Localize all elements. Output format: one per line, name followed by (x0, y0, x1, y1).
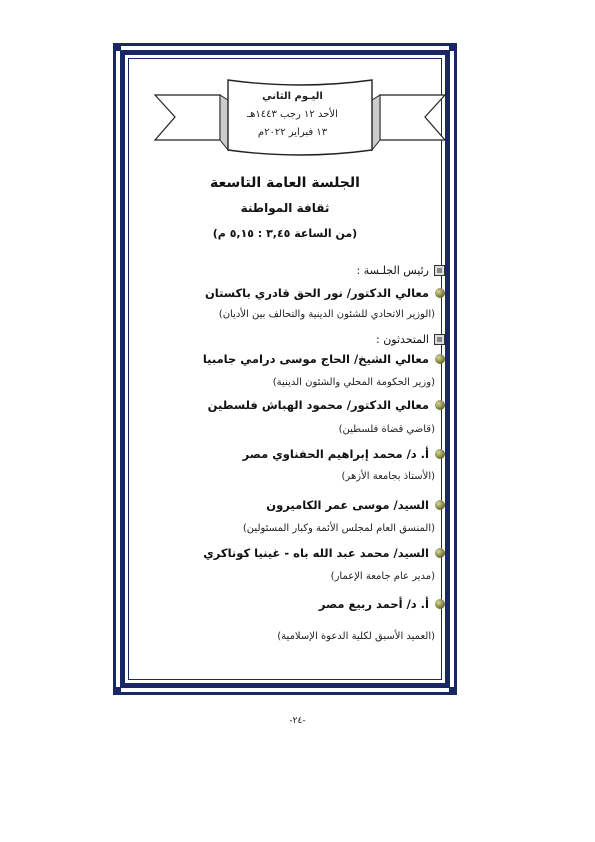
speaker-name-row (266, 498, 445, 512)
round-bullet-icon (435, 400, 445, 410)
round-bullet-icon (435, 288, 445, 298)
speaker-role: (وزير الحكومة المحلي والشئون الدينية) (272, 377, 435, 388)
speaker-role: (الأستاذ بجامعة الأزهر) (341, 471, 435, 482)
session-title: الجلسة العامة التاسعة (210, 175, 360, 191)
hijri-date: الأحد ١٢ رجب ١٤٤٣هـ (247, 109, 338, 120)
frame-corner-ornament (113, 687, 121, 695)
gregorian-date: ١٣ فبراير ٢٠٢٢م (257, 127, 328, 138)
chair-role: (الوزير الاتحادي للشئون الدينية والتحالف بين الأديان) (218, 309, 435, 320)
speaker-role: (العميد الأسبق لكلية الدعوة الإسلامية) (277, 631, 435, 642)
frame-corner-ornament (113, 43, 121, 51)
speakers-label-row (376, 333, 445, 346)
chair-label-row (357, 264, 446, 277)
speaker-role: (مدير عام جامعة الإعمار) (330, 571, 435, 582)
speaker-name: معالي الدكتور/ محمود الهباش فلسطين (207, 398, 429, 412)
chair-name: معالي الدكتور/ نور الحق قادري باكستان (204, 286, 429, 300)
session-subtitle: ثقافة المواطنة (240, 201, 330, 215)
speaker-name: أ. د/ محمد إبراهيم الحفناوي مصر (242, 447, 429, 461)
speaker-name: أ. د/ أحمد ربيع مصر (318, 597, 429, 611)
page-number: -٢٤- (289, 716, 306, 726)
session-heading (135, 175, 435, 247)
round-bullet-icon (435, 449, 445, 459)
chair-label: رئيس الجلـسة : (356, 264, 429, 277)
square-bullet-icon (434, 265, 445, 276)
round-bullet-icon (435, 354, 445, 364)
round-bullet-icon (435, 599, 445, 609)
day-banner-text (225, 88, 360, 150)
speaker-name: معالي الشيخ/ الحاج موسى درامي جامبيا (202, 352, 429, 366)
day-title: اليـوم الثاني (262, 91, 323, 102)
square-bullet-icon (434, 334, 445, 345)
speaker-name-row (203, 352, 445, 366)
speaker-name-row (203, 546, 445, 560)
round-bullet-icon (435, 548, 445, 558)
speaker-role: (المنسق العام لمجلس الأئمة وكبار المسئولين) (242, 523, 435, 534)
speaker-name-row (243, 447, 445, 461)
round-bullet-icon (435, 500, 445, 510)
speaker-role: (قاضي قضاة فلسطين) (338, 424, 435, 435)
speaker-name-row (208, 398, 445, 412)
frame-corner-ornament (449, 687, 457, 695)
session-time: (من الساعة ٣,٤٥ : ٥,١٥ م) (212, 227, 358, 240)
frame-corner-ornament (449, 43, 457, 51)
speakers-label: المتحدثون : (376, 333, 429, 346)
chair-name-row (205, 286, 445, 300)
speaker-name: السيد/ محمد عبد الله باه - غينيا كوناكري (203, 546, 429, 560)
speaker-name: السيد/ موسى عمر الكاميرون (266, 498, 429, 512)
speaker-name-row (319, 597, 445, 611)
